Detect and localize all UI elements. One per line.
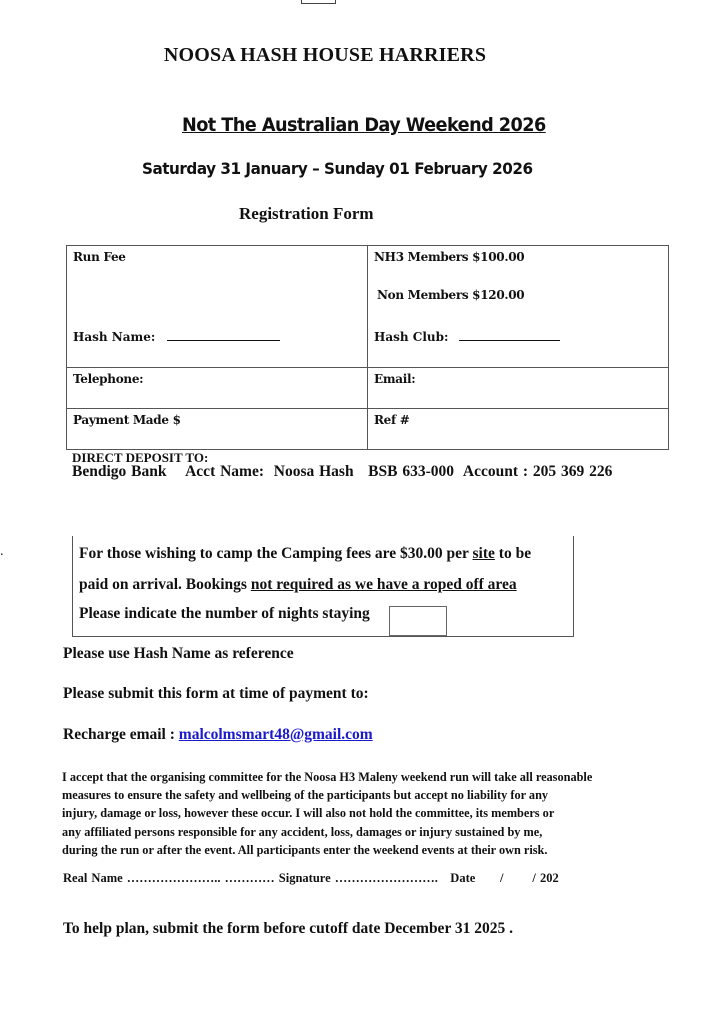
disclaimer-line: injury, damage or loss, however these occur. I will also not hold the committee, its members or [62, 806, 555, 821]
bank-details: Bendigo Bank Acct Name: Noosa Hash BSB 633-000 Account : 205 369 226 [72, 463, 613, 480]
camping-text: paid on arrival. Bookings [79, 576, 251, 593]
reference-note: Please use Hash Name as reference [63, 645, 294, 662]
camping-line-2 [79, 576, 517, 594]
email-label: Email: [374, 372, 416, 386]
camping-text: For those wishing to camp the Camping fees are $30.00 per [79, 545, 473, 562]
cutoff-note: To help plan, submit the form before cutoff date December 31 2025 . [63, 920, 514, 937]
event-dates: Saturday 31 January – Sunday 01 February 2026 [142, 159, 533, 178]
signature-field[interactable]: ……………………. [330, 871, 451, 885]
date-label: Date [450, 871, 476, 885]
recharge-email-link[interactable]: malcolmsmart48@gmail.com [178, 726, 373, 743]
hash-name-field[interactable] [73, 330, 280, 344]
real-name-label: Real Name [63, 871, 123, 885]
registration-table [66, 245, 669, 450]
camping-text: to be [494, 545, 532, 562]
run-fee-label: Run Fee [73, 250, 126, 264]
disclaimer-line: measures to ensure the safety and wellbeing of the participants but accept no liability for any [62, 788, 549, 803]
camping-bookings-underlined: not required as we have a roped off area [250, 576, 517, 593]
liability-disclaimer [62, 768, 662, 859]
submit-note: Please submit this form at time of payment to: [63, 685, 369, 702]
hash-name-label: Hash Name: [73, 330, 156, 344]
signature-label: Signature [278, 871, 331, 885]
hash-club-field[interactable] [374, 330, 560, 344]
camping-box [72, 536, 574, 637]
event-title: Not The Australian Day Weekend 2026 [182, 114, 546, 136]
disclaimer-line: during the run or after the event. All participants enter the weekend events at their own risk. [62, 842, 548, 857]
recharge-line [63, 726, 373, 744]
email-cell[interactable] [368, 368, 669, 409]
payment-cell[interactable] [67, 409, 368, 450]
form-title: Registration Form [239, 204, 374, 223]
camping-site-underlined: site [472, 545, 495, 562]
telephone-label: Telephone: [73, 372, 144, 386]
camping-nights-label: Please indicate the number of nights staying [79, 605, 370, 622]
camping-line-1 [79, 545, 531, 563]
stray-mark: . [0, 544, 4, 559]
non-members-fee: Non Members $120.00 [377, 288, 525, 302]
run-fee-cell [67, 246, 368, 368]
hash-name-input[interactable] [167, 340, 280, 341]
telephone-cell[interactable] [67, 368, 368, 409]
direct-deposit-heading: DIRECT DEPOSIT TO: [72, 450, 209, 465]
ref-label: Ref # [374, 413, 410, 427]
signature-line [63, 871, 559, 886]
hash-club-label: Hash Club: [374, 330, 449, 344]
payment-label: Payment Made $ [73, 413, 181, 427]
nights-input[interactable] [389, 606, 447, 636]
date-field[interactable]: / / 202 [475, 871, 559, 885]
recharge-label: Recharge email : [63, 726, 179, 743]
top-margin-box [301, 0, 336, 4]
ref-cell[interactable] [368, 409, 669, 450]
disclaimer-line: I accept that the organising committee for the Noosa H3 Maleny weekend run will take all reasonable [62, 770, 593, 784]
disclaimer-line: any affiliated persons responsible for any accident, loss, damages or injury sustained by me, [62, 824, 543, 839]
real-name-field[interactable]: ………………….. ………… [122, 871, 279, 885]
fees-cell [368, 246, 669, 368]
nh3-members-fee: NH3 Members $100.00 [374, 250, 525, 264]
org-title: NOOSA HASH HOUSE HARRIERS [163, 44, 487, 66]
hash-club-input[interactable] [459, 340, 560, 341]
